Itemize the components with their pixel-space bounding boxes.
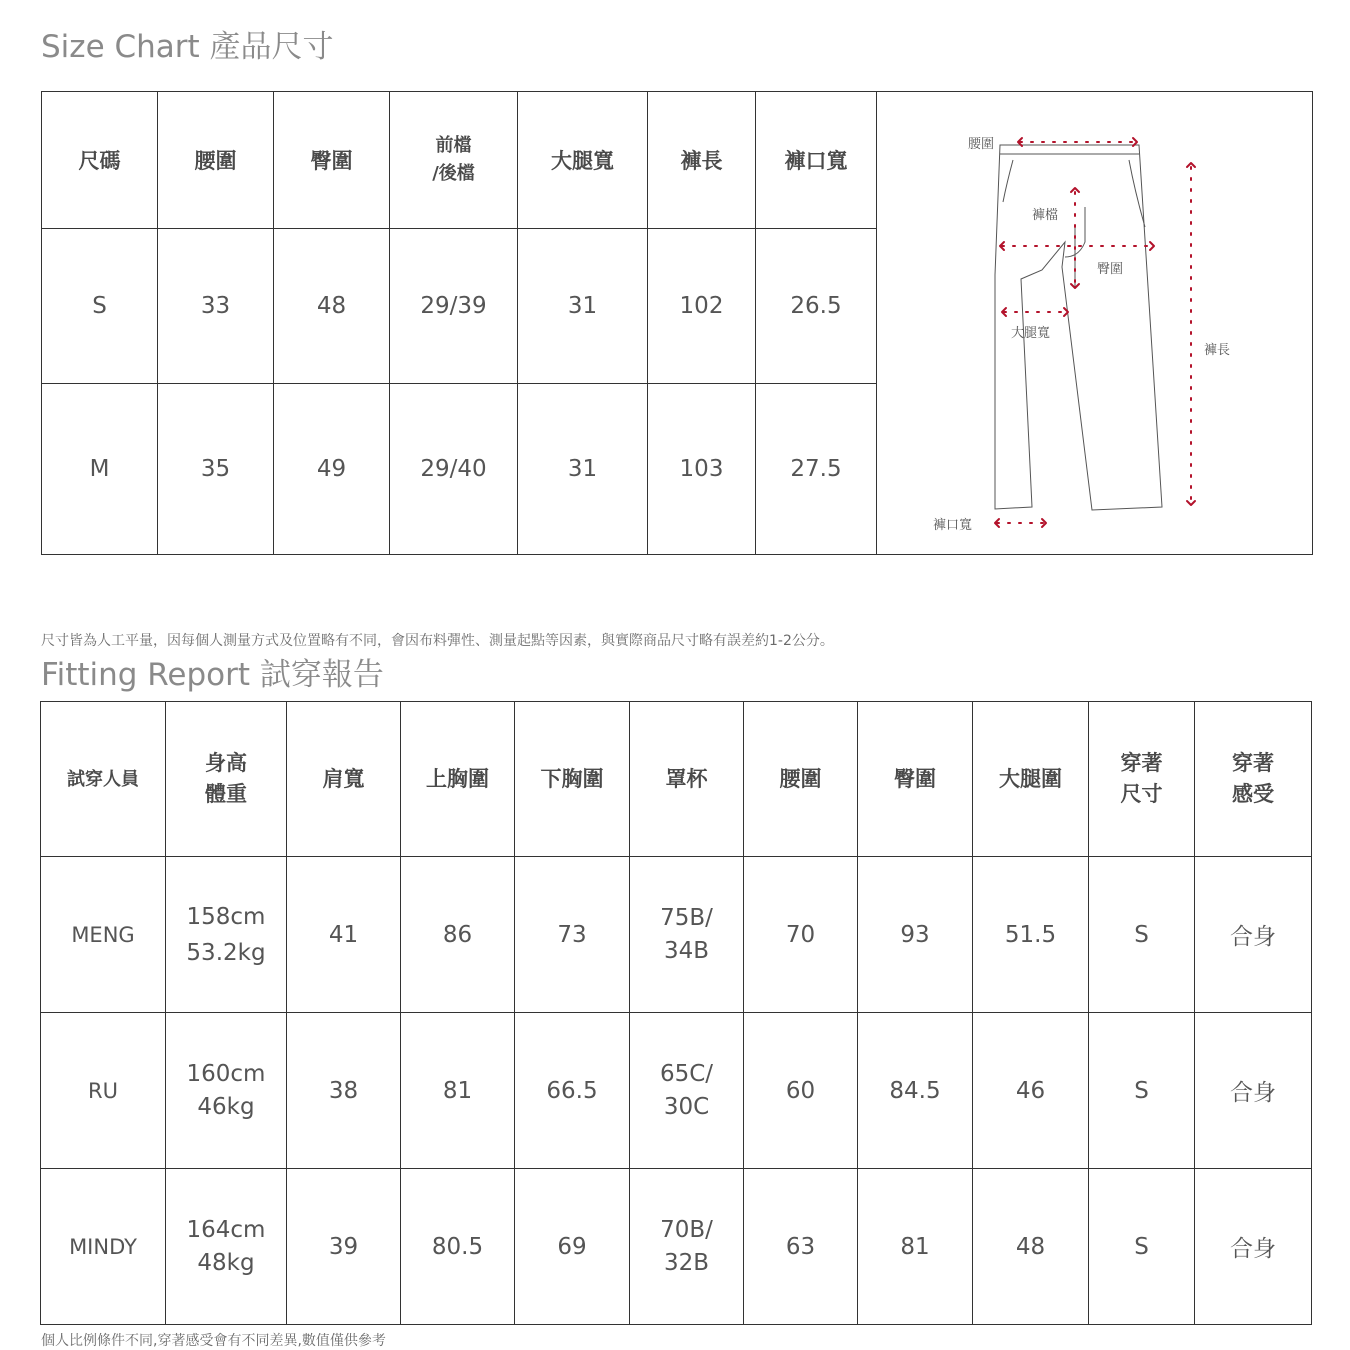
upper-bust-cell: 80.5 bbox=[401, 1169, 515, 1325]
upper-bust-cell: 81 bbox=[401, 1013, 515, 1169]
height-value: 160cm bbox=[186, 1060, 266, 1087]
header-waist: 腰圍 bbox=[158, 92, 274, 229]
waist-cell: 70 bbox=[744, 857, 858, 1013]
label-length: 褲長 bbox=[1204, 343, 1231, 358]
crotch-cell: 29/40 bbox=[390, 384, 518, 555]
under-bust-cell: 69 bbox=[515, 1169, 630, 1325]
label-hem: 褲口寬 bbox=[933, 518, 973, 533]
model-name-cell: RU bbox=[41, 1013, 166, 1169]
model-name-cell: MENG bbox=[41, 857, 166, 1013]
header-length: 褲長 bbox=[648, 92, 756, 229]
cup-cell bbox=[630, 1169, 744, 1325]
fitting-report-note: 個人比例條件不同,穿著感受會有不同差異,數值僅供參考 bbox=[41, 1333, 386, 1349]
thigh-cell: 31 bbox=[518, 229, 648, 384]
table-row bbox=[41, 1169, 1312, 1325]
waist-cell: 35 bbox=[158, 384, 274, 555]
cup-value-line2: 30C bbox=[663, 1093, 710, 1120]
header-thigh: 大腿圍 bbox=[973, 702, 1089, 857]
right-pocket bbox=[1129, 160, 1145, 227]
feel-cell: 合身 bbox=[1195, 1013, 1312, 1169]
label-waist: 腰圍 bbox=[968, 137, 995, 152]
header-shoulder: 肩寬 bbox=[287, 702, 401, 857]
size-header-row bbox=[42, 92, 1313, 229]
header-hip: 臀圍 bbox=[858, 702, 973, 857]
cup-value-line2: 32B bbox=[663, 1249, 710, 1276]
waist-cell: 63 bbox=[744, 1169, 858, 1325]
header-crotch-back: /後檔 bbox=[432, 163, 475, 184]
size-chart-title: Size Chart 產品尺寸 bbox=[41, 29, 334, 65]
size-cell: S bbox=[42, 229, 158, 384]
header-thigh: 大腿寬 bbox=[518, 92, 648, 229]
shoulder-cell: 41 bbox=[287, 857, 401, 1013]
size-worn-cell: S bbox=[1089, 1169, 1195, 1325]
label-thigh: 大腿寬 bbox=[1011, 326, 1051, 341]
header-hem: 褲口寬 bbox=[756, 92, 877, 229]
header-size-line1: 穿著 bbox=[1120, 751, 1163, 775]
size-chart-note: 尺寸皆為人工平量，因每個人測量方式及位置略有不同，會因布料彈性、測量起點等因素，與實際商品尺寸略有誤差約1-2公分。 bbox=[41, 633, 834, 649]
weight-value: 46kg bbox=[197, 1093, 255, 1120]
cup-value-line1: 65C/ bbox=[659, 1060, 714, 1087]
weight-value: 48kg bbox=[197, 1249, 255, 1276]
hip-cell: 93 bbox=[858, 857, 973, 1013]
hem-cell: 26.5 bbox=[756, 229, 877, 384]
waist-cell: 60 bbox=[744, 1013, 858, 1169]
upper-bust-cell: 86 bbox=[401, 857, 515, 1013]
hip-cell: 49 bbox=[274, 384, 390, 555]
weight-value: 53.2kg bbox=[186, 939, 266, 966]
pants-diagram bbox=[877, 92, 1313, 555]
header-under-bust: 下胸圍 bbox=[515, 702, 630, 857]
cup-value-line2: 34B bbox=[663, 937, 710, 964]
thigh-cell: 48 bbox=[973, 1169, 1089, 1325]
header-crotch bbox=[390, 92, 518, 229]
header-height: 身高 bbox=[205, 751, 247, 775]
header-size: 尺碼 bbox=[42, 92, 158, 229]
hip-cell: 48 bbox=[274, 229, 390, 384]
chevron-down-icon bbox=[1187, 501, 1195, 505]
header-cup: 罩杯 bbox=[630, 702, 744, 857]
height-value: 158cm bbox=[186, 903, 266, 930]
thigh-cell: 51.5 bbox=[973, 857, 1089, 1013]
fitting-report-title: Fitting Report 試穿報告 bbox=[41, 657, 384, 693]
header-hip: 臀圍 bbox=[274, 92, 390, 229]
under-bust-cell: 73 bbox=[515, 857, 630, 1013]
height-weight-cell bbox=[166, 1013, 287, 1169]
label-rise: 褲檔 bbox=[1032, 208, 1059, 223]
under-bust-cell: 66.5 bbox=[515, 1013, 630, 1169]
header-waist: 腰圍 bbox=[744, 702, 858, 857]
hip-cell: 81 bbox=[858, 1169, 973, 1325]
size-chart-table bbox=[41, 91, 1313, 555]
shoulder-cell: 39 bbox=[287, 1169, 401, 1325]
pants-diagram-svg bbox=[877, 92, 1311, 553]
waist-cell: 33 bbox=[158, 229, 274, 384]
hem-cell: 27.5 bbox=[756, 384, 877, 555]
size-worn-cell: S bbox=[1089, 857, 1195, 1013]
header-model: 試穿人員 bbox=[41, 702, 166, 857]
label-hip: 臀圍 bbox=[1097, 262, 1124, 277]
header-upper-bust: 上胸圍 bbox=[401, 702, 515, 857]
table-row bbox=[41, 857, 1312, 1013]
header-height-weight bbox=[166, 702, 287, 857]
header-crotch-front: 前檔 bbox=[435, 135, 472, 156]
thigh-cell: 46 bbox=[973, 1013, 1089, 1169]
size-cell: M bbox=[42, 384, 158, 555]
size-worn-cell: S bbox=[1089, 1013, 1195, 1169]
chevron-right-icon bbox=[1150, 242, 1154, 250]
hip-cell: 84.5 bbox=[858, 1013, 973, 1169]
length-cell: 103 bbox=[648, 384, 756, 555]
cup-value-line1: 70B/ bbox=[660, 1216, 713, 1243]
header-weight: 體重 bbox=[205, 782, 247, 806]
header-feel-line1: 穿著 bbox=[1232, 751, 1274, 775]
header-feel bbox=[1195, 702, 1312, 857]
table-row bbox=[41, 1013, 1312, 1169]
cup-cell bbox=[630, 1013, 744, 1169]
shoulder-cell: 38 bbox=[287, 1013, 401, 1169]
thigh-cell: 31 bbox=[518, 384, 648, 555]
header-size-worn bbox=[1089, 702, 1195, 857]
left-pocket bbox=[1003, 160, 1013, 202]
feel-cell: 合身 bbox=[1195, 857, 1312, 1013]
crotch-cell: 29/39 bbox=[390, 229, 518, 384]
height-weight-cell bbox=[166, 1169, 287, 1325]
feel-cell: 合身 bbox=[1195, 1169, 1312, 1325]
height-value: 164cm bbox=[186, 1216, 266, 1243]
cup-value-line1: 75B/ bbox=[660, 904, 713, 931]
cup-cell bbox=[630, 857, 744, 1013]
model-name-cell: MINDY bbox=[41, 1169, 166, 1325]
height-weight-cell bbox=[166, 857, 287, 1013]
header-size-line2: 尺寸 bbox=[1120, 782, 1163, 806]
length-cell: 102 bbox=[648, 229, 756, 384]
header-feel-line2: 感受 bbox=[1232, 782, 1274, 806]
fit-header-row bbox=[41, 702, 1312, 857]
fitting-report-table bbox=[40, 701, 1312, 1325]
